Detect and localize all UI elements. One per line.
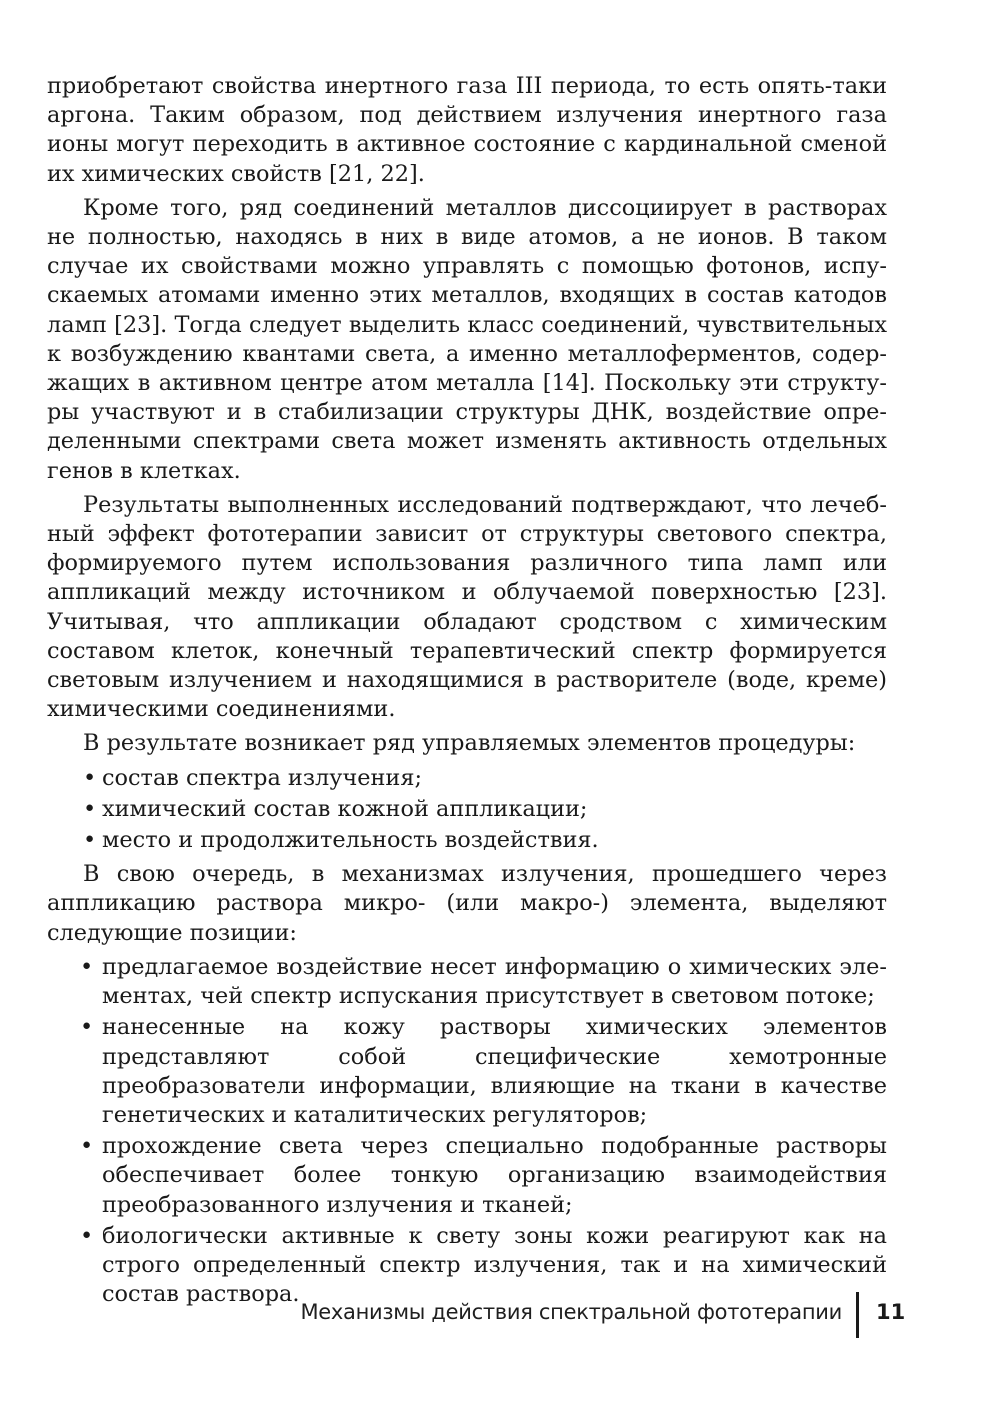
list-item-text: нанесенные на кожу растворы химических элементов представляют собой специфические хемотронные преобразователи информации, влияющие на ткани в качестве генетических и каталитических регуляторов; xyxy=(102,1014,887,1128)
bullet-icon: • xyxy=(83,764,97,791)
paragraph-controlled-elements-intro: В результате возникает ряд управляемых элементов процедуры: xyxy=(83,730,856,757)
list-item xyxy=(47,953,887,1011)
list-item-text: предлагаемое воздействие несет информацию о химических элементах, чей спектр испускания присутствует в световом потоке; xyxy=(102,953,887,1010)
running-title: Механизмы действия спектральной фототерапии xyxy=(300,1300,842,1324)
paragraph-metal-compounds: Кроме того, ряд соединений металлов диссоциирует в растворах не полностью, находясь в них в виде атомов, а не ионов. В таком случае их свойствами можно управлять с помощью фотонов, испускаемых атомами именно этих металлов, входящих в состав катодов ламп [23]. Тогда следует выделить класс соединений, чувствительных к возбуждению квантами света, а именно металлоферментов, содержащих в активном центре атом металла [14]. Поскольку эти структуры участвуют и в стабилизации структуры ДНК, воздействие определенными спектрами света может изменять активность отдельных генов в клетках. xyxy=(47,194,887,484)
footer-divider xyxy=(856,1292,859,1338)
controlled-elements-list xyxy=(47,764,887,856)
bullet-icon: • xyxy=(83,795,97,822)
list-item-text: прохождение света через специально подобранные растворы обеспечивает более тонкую организацию взаимодействия преобразованного излучения и тканей; xyxy=(102,1133,887,1218)
list-item xyxy=(47,795,887,824)
page-number: 11 xyxy=(876,1300,906,1324)
list-item xyxy=(47,826,887,855)
bullet-icon: • xyxy=(80,1133,94,1160)
list-item-text: состав спектра излучения; xyxy=(102,764,423,791)
paragraph-argon-continuation: приобретают свойства инертного газа III периода, то есть опять-таки аргона. Таким образом, под действием излучения инертного газа ионы могут переходить в активное состояние с кардинальной сменой их химических свойств [21, 22]. xyxy=(47,73,887,187)
list-item-text: химический состав кожной аппликации; xyxy=(102,795,588,822)
list-item-text: биологически активные к свету зоны кожи реагируют как на строго определенный спектр излучения, так и на химический состав раствора. xyxy=(102,1222,887,1308)
mechanism-positions-list xyxy=(47,953,887,1309)
bullet-icon: • xyxy=(80,1222,94,1249)
bullet-icon: • xyxy=(83,827,97,854)
paragraph-research-results: Результаты выполненных исследований подтверждают, что лечебный эффект фототерапии зависит от структуры светового спектра, формируемого путем использования различного типа ламп или аппликаций между источником и облучаемой поверхностью [23]. Учитывая, что аппликации обладают сродством с химическим составом клеток, конечный терапевтический спектр формируется световым излучением и находящимися в растворителе (воде, креме) химическими соединениями. xyxy=(47,491,887,723)
paragraph-mechanisms-intro: В свою очередь, в механизмах излучения, прошедшего через аппликацию раствора микро- (или макро-) элемента, выделяют следующие позиции: xyxy=(47,861,887,946)
page-footer xyxy=(0,1292,1000,1338)
list-item xyxy=(47,764,887,793)
bullet-icon: • xyxy=(80,953,94,980)
bullet-icon: • xyxy=(80,1014,94,1041)
list-item xyxy=(47,1013,887,1130)
list-item-text: место и продолжительность воздействия. xyxy=(102,827,599,854)
list-item xyxy=(47,1132,887,1220)
page-body xyxy=(47,72,887,1314)
